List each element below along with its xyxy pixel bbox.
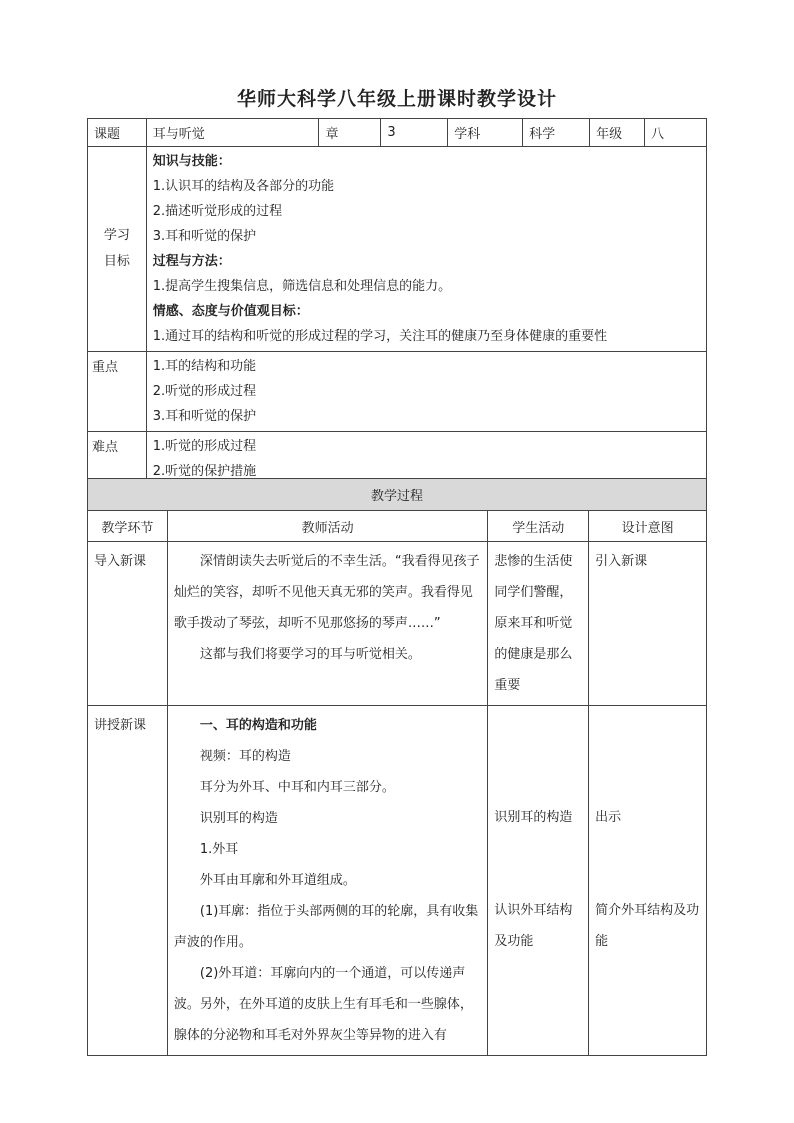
lecture-teacher-line: 视频：耳的构造: [199, 749, 291, 764]
lecture-intent-note: 简介外耳结构及功能: [595, 903, 700, 949]
key-point-line: 1.耳的结构和功能: [152, 359, 257, 374]
lecture-teacher-line: 耳分为外耳、中耳和内耳三部分。: [199, 780, 395, 795]
lesson-info-table: [87, 118, 707, 487]
key-point-line: 2.听觉的形成过程: [152, 384, 257, 399]
objectives-label: [88, 147, 147, 352]
intro-stage: 导入新课: [88, 542, 168, 706]
objectives-line: 1.认识耳的结构及各部分的功能: [152, 179, 335, 194]
intro-intent: 引入新课: [589, 542, 707, 706]
lecture-teacher: [167, 706, 487, 1056]
column-header-teacher: 教师活动: [167, 511, 487, 542]
objectives-line: 过程与方法：: [152, 254, 231, 269]
difficulties-label: 难点: [88, 432, 147, 487]
lecture-intent-note: 出示: [595, 810, 622, 825]
teaching-process-table: [87, 478, 707, 1056]
objectives-line: 3.耳和听觉的保护: [152, 229, 257, 244]
lecture-student: [488, 706, 589, 1056]
difficulty-line: 1.听觉的形成过程: [152, 439, 257, 454]
objectives-line: 知识与技能：: [152, 154, 231, 169]
objectives-line: 1.提高学生搜集信息，筛选信息和处理信息的能力。: [152, 279, 452, 294]
lecture-teacher-line: 识别耳的构造: [199, 811, 278, 826]
lecture-teacher-line: 一、耳的构造和功能: [199, 718, 317, 733]
intro-student: 悲惨的生活使同学们警醒，原来耳和听觉的健康是那么重要: [488, 542, 589, 706]
lecture-teacher-line: 外耳由耳廓和外耳道组成。: [199, 873, 356, 888]
objectives-line: 情感、态度与价值观目标：: [152, 304, 309, 319]
lecture-teacher-line: 1.外耳: [199, 842, 239, 857]
document-title: 华师大科学八年级上册课时教学设计: [236, 88, 557, 110]
column-header-intent: 设计意图: [589, 511, 707, 542]
intro-teacher: [167, 542, 487, 706]
objectives-content: [146, 147, 706, 352]
grade-value: 八: [645, 119, 707, 147]
lecture-teacher-line: (1)耳廓：指位于头部两侧的耳的轮廓，具有收集声波的作用。: [173, 904, 479, 950]
chapter-label: 章: [319, 119, 381, 147]
grade-label: 年级: [590, 119, 645, 147]
topic-label: 课题: [88, 119, 147, 147]
lecture-teacher-line: (2)外耳道：耳廓向内的一个通道，可以传递声波。另外，在外耳道的皮肤上生有耳毛和一些腺体，腺体的分泌物和耳毛对外界灰尘等异物的进入有: [173, 966, 473, 1043]
objectives-line: 1.通过耳的结构和听觉的形成过程的学习，关注耳的健康乃至身体健康的重要性: [152, 329, 608, 344]
column-header-student: 学生活动: [488, 511, 589, 542]
process-section-title: 教学过程: [88, 479, 707, 511]
table-row: [88, 542, 707, 706]
intro-teacher-paragraph: 深情朗读失去听觉后的不幸生活。“我看得见孩子灿烂的笑容，却听不见他天真无邪的笑声。我看得见歌手拨动了琴弦，却听不见那悠扬的琴声……”: [173, 554, 480, 631]
difficulty-line: 2.听觉的保护措施: [152, 464, 257, 479]
column-header-stage: 教学环节: [88, 511, 168, 542]
chapter-value: 3: [381, 119, 448, 147]
lecture-student-note: 识别耳的构造: [494, 810, 573, 825]
lecture-intent: [589, 706, 707, 1056]
objectives-label-line: 学习: [103, 228, 130, 243]
subject-label: 学科: [448, 119, 523, 147]
lecture-student-note: 认识外耳结构及功能: [494, 903, 573, 949]
objectives-line: 2.描述听觉形成的过程: [152, 204, 283, 219]
subject-value: 科学: [523, 119, 590, 147]
topic-value: 耳与听觉: [146, 119, 319, 147]
key-points-content: [146, 352, 706, 432]
objectives-label-line: 目标: [103, 254, 130, 269]
key-points-label: 重点: [88, 352, 147, 432]
intro-teacher-paragraph: 这都与我们将要学习的耳与听觉相关。: [199, 647, 421, 662]
key-point-line: 3.耳和听觉的保护: [152, 409, 257, 424]
table-row: [88, 706, 707, 1056]
lecture-stage: 讲授新课: [88, 706, 168, 1056]
